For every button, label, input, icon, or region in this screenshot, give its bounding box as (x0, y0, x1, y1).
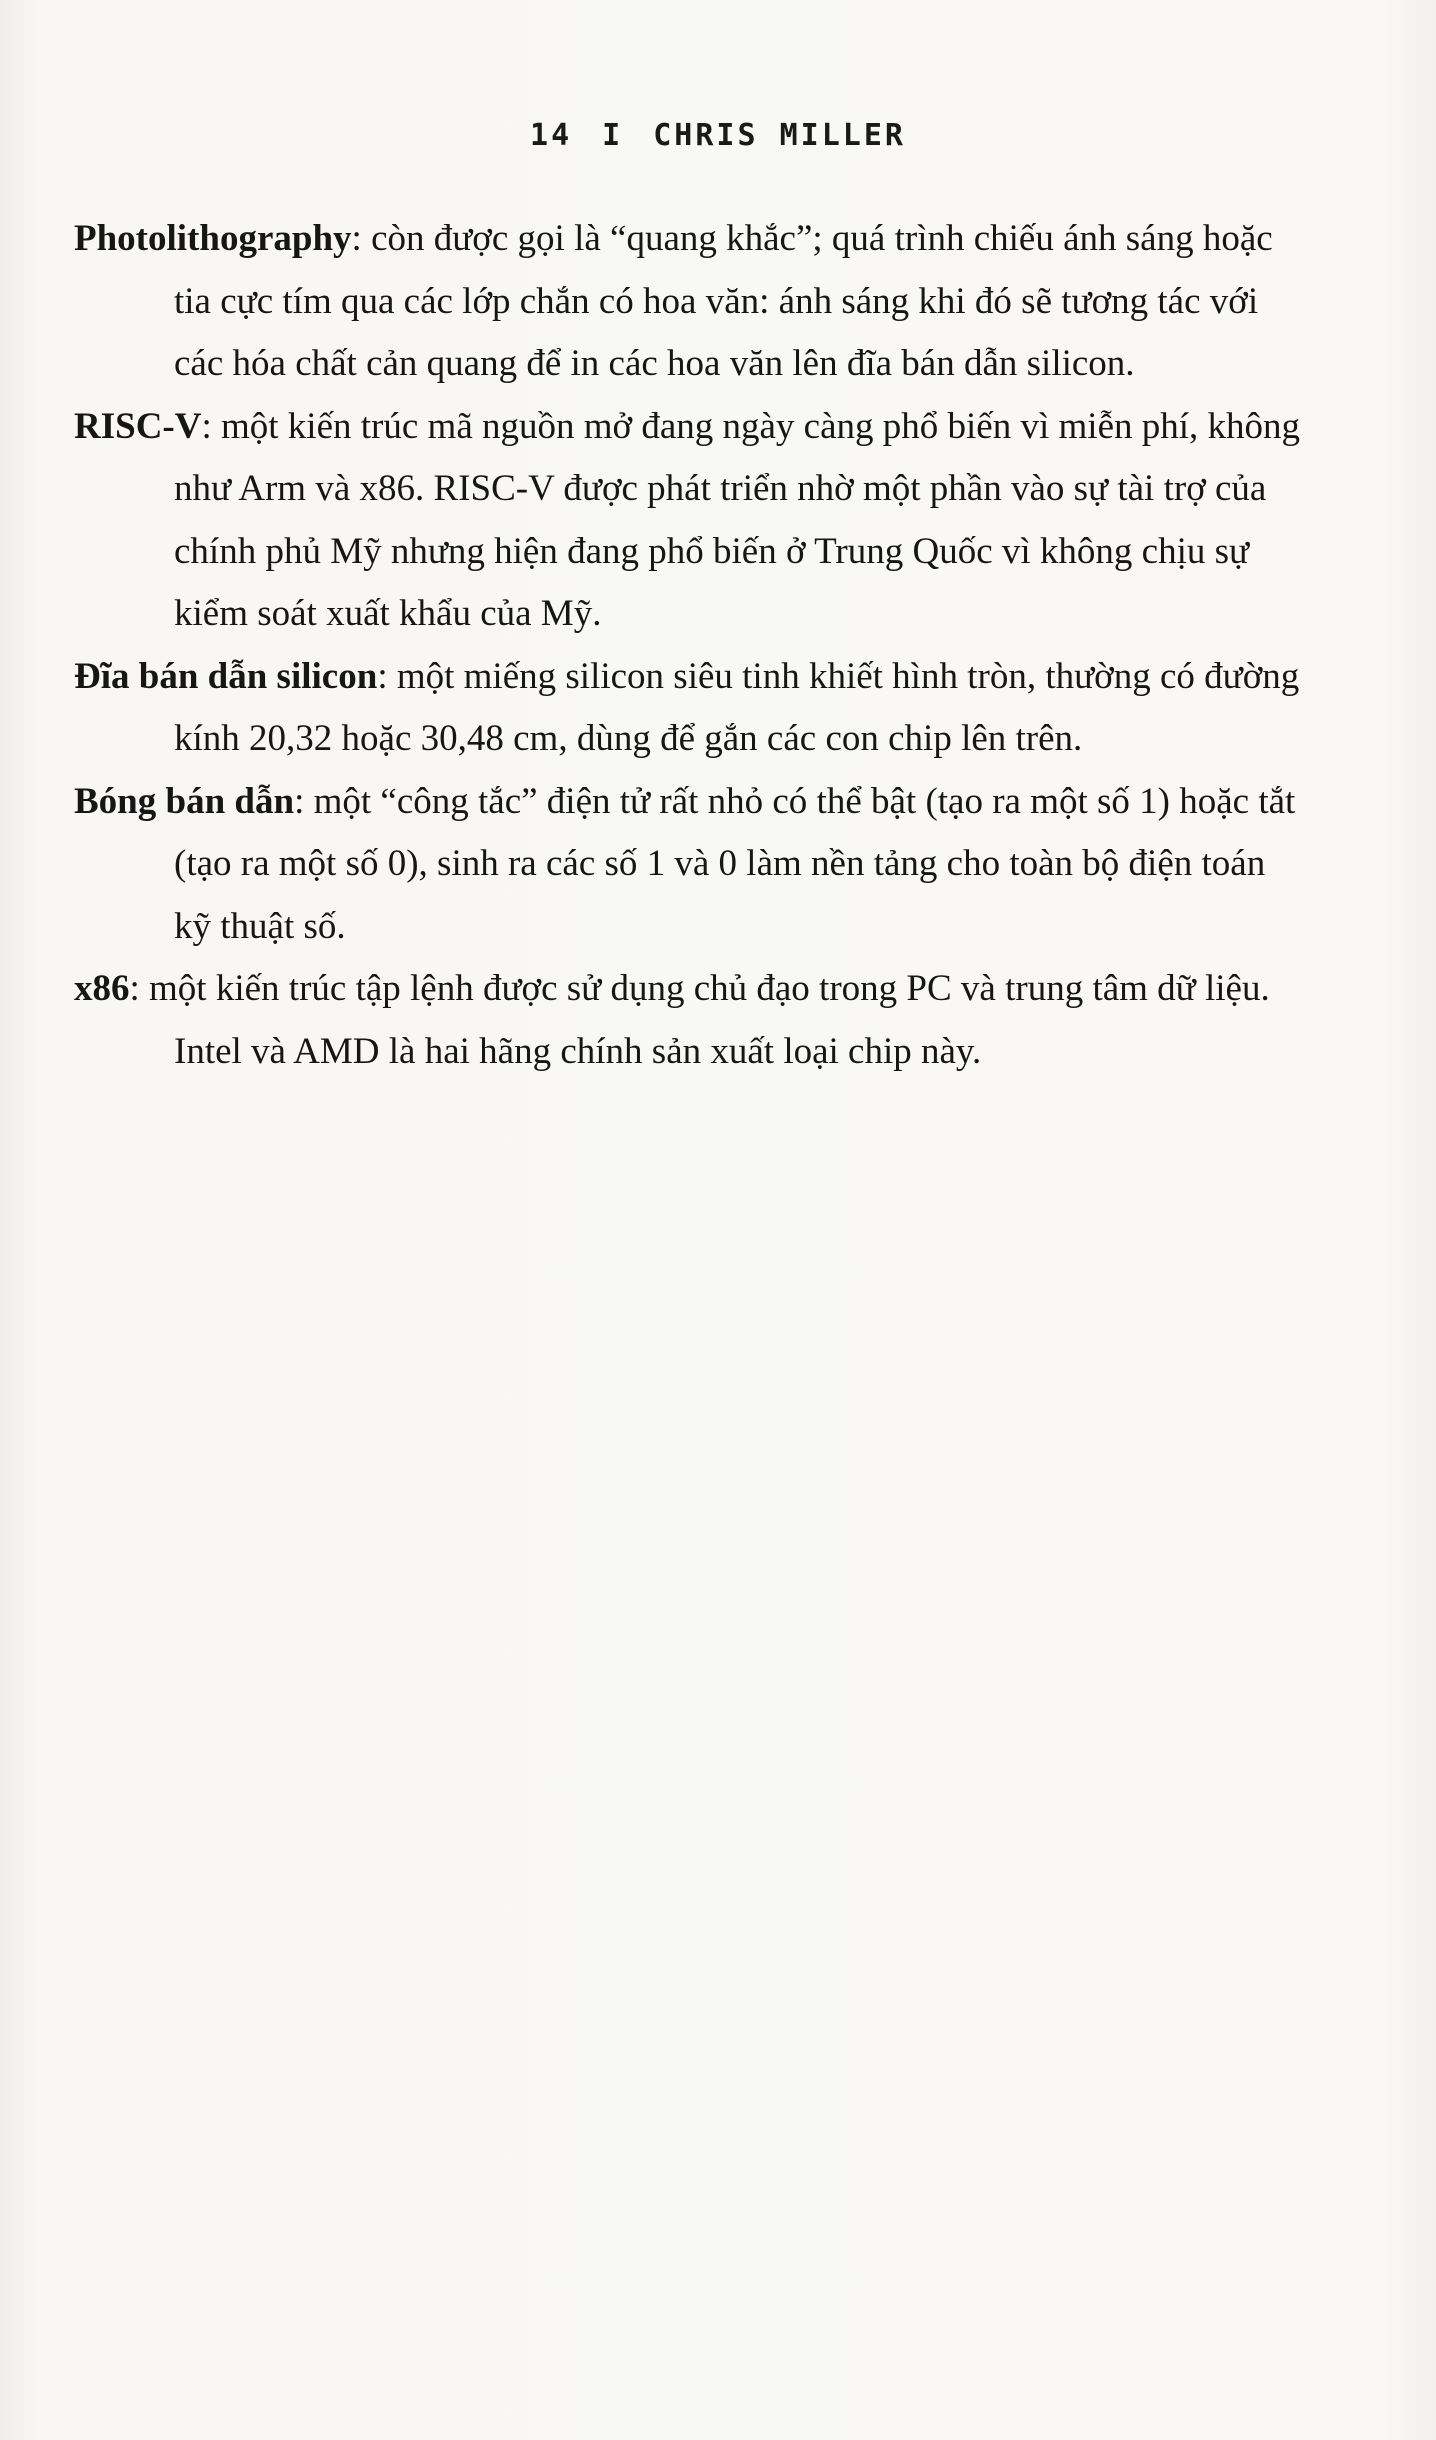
glossary-entry (74, 208, 1304, 396)
glossary-term: Bóng bán dẫn (74, 780, 295, 822)
page-number: 14 (530, 118, 573, 153)
header-separator: I (602, 118, 624, 153)
glossary-entry (74, 396, 1304, 646)
glossary-term: Photolithography (74, 218, 352, 259)
glossary-definition: : một kiến trúc tập lệnh được sử dụng chủ đạo trong PC và trung tâm dữ liệu. Intel và AMD là hai hãng chính sản xuất loại chip này. (129, 968, 1270, 1072)
glossary-term: Đĩa bán dẫn silicon (74, 655, 378, 697)
glossary-definition: : một miếng silicon siêu tinh khiết hình tròn, thường có đường kính 20,32 hoặc 30,48 cm, dùng để gắn các con chip lên trên. (174, 655, 1300, 759)
author-name: CHRIS MILLER (653, 118, 906, 153)
glossary-definition: : còn được gọi là “quang khắc”; quá trình chiếu ánh sáng hoặc tia cực tím qua các lớp chắn có hoa văn: ánh sáng khi đó sẽ tương tác với các hóa chất cản quang để in các hoa văn lên đĩa bán dẫn silicon. (174, 218, 1273, 384)
glossary-entry (74, 771, 1304, 959)
glossary-entry (74, 646, 1304, 771)
glossary-entries (74, 208, 1304, 1083)
running-header (0, 118, 1436, 153)
glossary-definition: : một “công tắc” điện tử rất nhỏ có thể bật (tạo ra một số 1) hoặc tắt (tạo ra một số 0), sinh ra các số 1 và 0 làm nền tảng cho toàn bộ điện toán kỹ thuật số. (174, 780, 1296, 947)
glossary-entry (74, 958, 1304, 1083)
glossary-term: x86 (74, 968, 130, 1009)
glossary-term: RISC-V (74, 405, 202, 447)
glossary-definition: : một kiến trúc mã nguồn mở đang ngày càng phổ biến vì miễn phí, không như Arm và x86. RISC-V được phát triển nhờ một phần vào sự tài trợ của chính phủ Mỹ nhưng hiện đang phổ biến ở Trung Quốc vì không chịu sự kiểm soát xuất khẩu của Mỹ. (174, 405, 1301, 634)
